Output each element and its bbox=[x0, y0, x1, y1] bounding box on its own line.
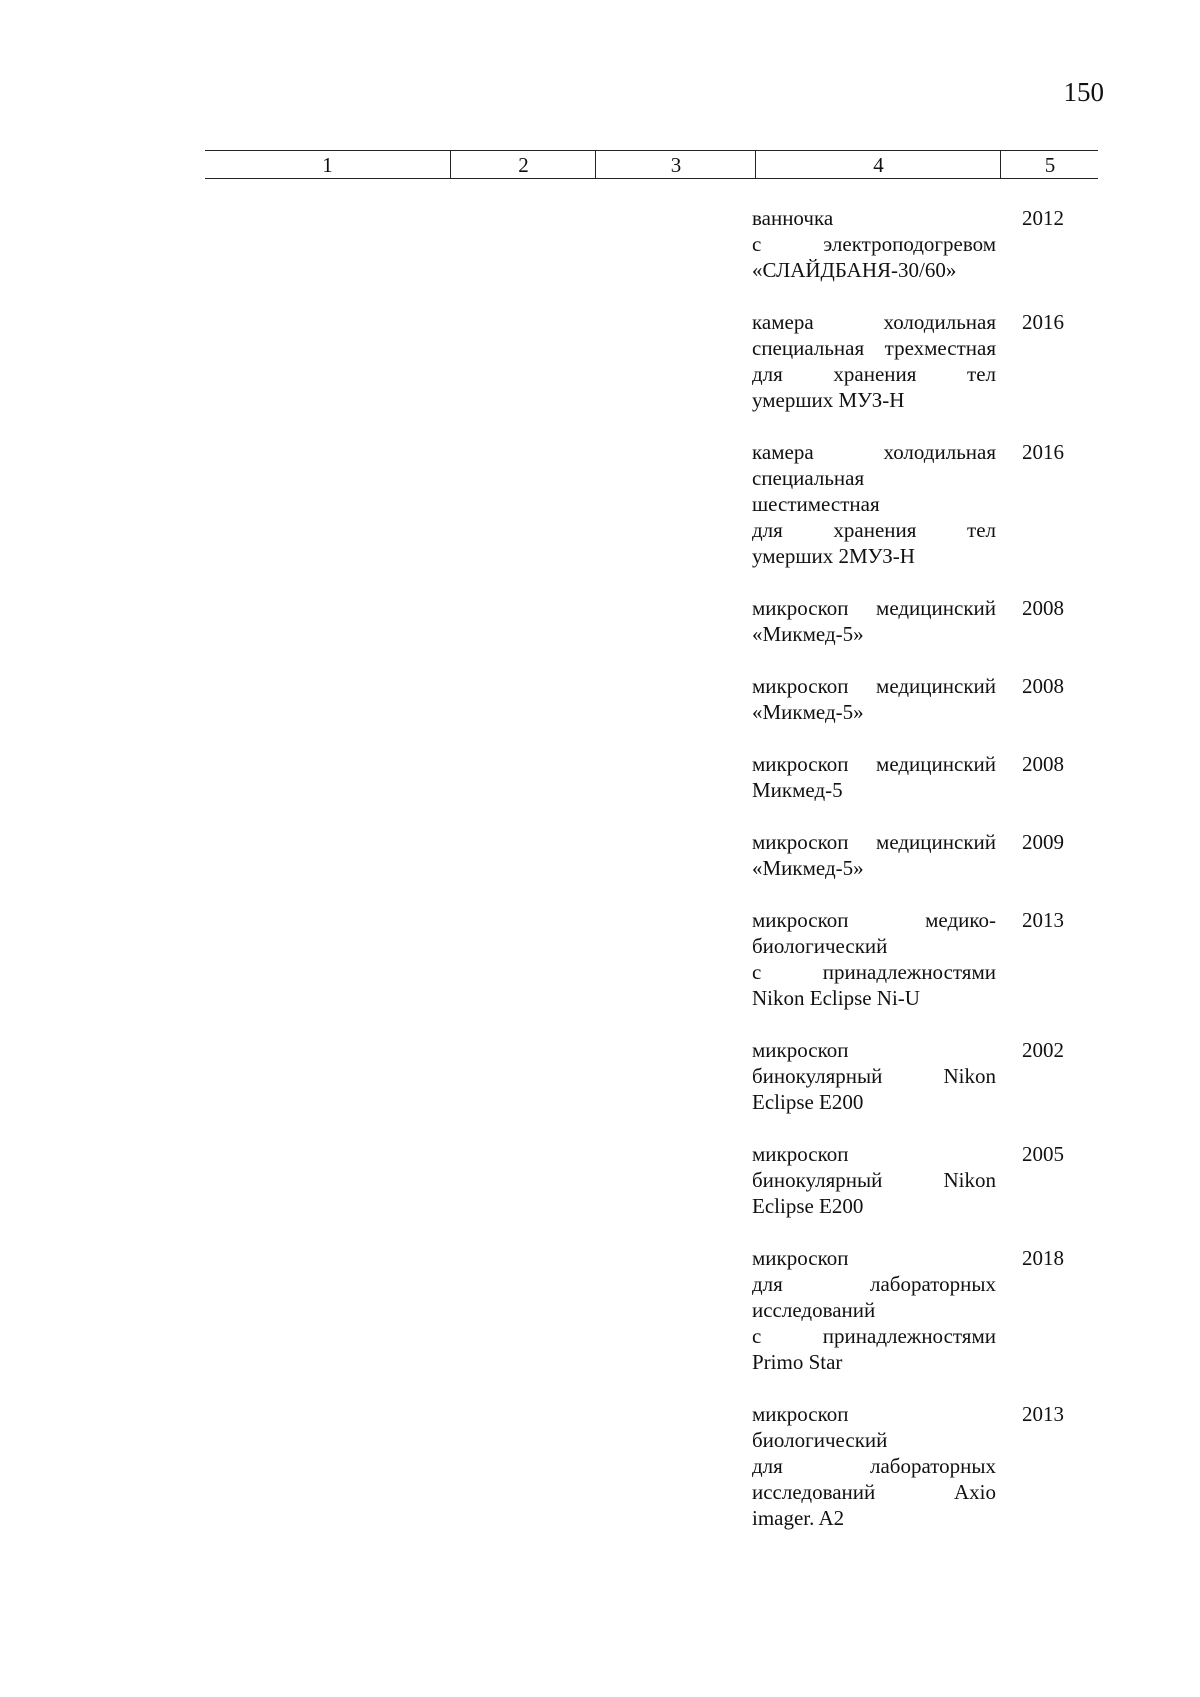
equipment-year: 2008 bbox=[1022, 674, 1064, 698]
description-line: камера холодильная bbox=[752, 310, 996, 334]
description-line: для хранения тел bbox=[752, 362, 996, 386]
table-row bbox=[752, 673, 1092, 725]
equipment-description bbox=[752, 205, 996, 283]
description-line: микроскоп bbox=[752, 1246, 849, 1270]
description-line: для хранения тел bbox=[752, 518, 996, 542]
column-header-2: 2 bbox=[450, 151, 596, 178]
equipment-year: 2013 bbox=[1022, 908, 1064, 932]
equipment-description bbox=[752, 309, 996, 413]
description-line: микроскоп bbox=[752, 1402, 849, 1426]
equipment-year: 2009 bbox=[1022, 830, 1064, 854]
equipment-year: 2008 bbox=[1022, 596, 1064, 620]
equipment-description bbox=[752, 751, 996, 803]
description-line: микроскоп bbox=[752, 1038, 849, 1062]
description-line: микроскоп медицинский bbox=[752, 674, 996, 698]
description-line: умерших МУЗ-Н bbox=[752, 388, 905, 412]
description-line: бинокулярный Nikon bbox=[752, 1168, 996, 1192]
table-row bbox=[752, 309, 1092, 413]
table-row bbox=[752, 1141, 1092, 1219]
table-row bbox=[752, 1037, 1092, 1115]
equipment-description bbox=[752, 595, 996, 647]
equipment-year: 2016 bbox=[1022, 310, 1064, 334]
description-line: «Микмед-5» bbox=[752, 622, 864, 646]
description-line: биологический bbox=[752, 1428, 888, 1452]
equipment-description bbox=[752, 1037, 996, 1115]
description-line: для лабораторных bbox=[752, 1272, 996, 1296]
description-line: шестиместная bbox=[752, 492, 880, 516]
equipment-year: 2008 bbox=[1022, 752, 1064, 776]
equipment-year: 2005 bbox=[1022, 1142, 1064, 1166]
description-line: специальная трехместная bbox=[752, 336, 996, 360]
description-line: «СЛАЙДБАНЯ-30/60» bbox=[752, 258, 957, 282]
table-header bbox=[205, 150, 1098, 179]
table-row bbox=[752, 829, 1092, 881]
description-line: с электроподогревом bbox=[752, 232, 996, 256]
description-line: с принадлежностями bbox=[752, 1324, 996, 1348]
equipment-description bbox=[752, 1141, 996, 1219]
description-line: Primo Star bbox=[752, 1350, 843, 1374]
description-line: микроскоп медицинский bbox=[752, 596, 996, 620]
equipment-description bbox=[752, 439, 996, 569]
description-line: биологический bbox=[752, 934, 888, 958]
description-line: микроскоп медицинский bbox=[752, 752, 996, 776]
description-line: микроскоп медико- bbox=[752, 908, 996, 932]
equipment-year: 2002 bbox=[1022, 1038, 1064, 1062]
column-header-4: 4 bbox=[755, 151, 1001, 178]
table-row bbox=[752, 205, 1092, 283]
description-line: «Микмед-5» bbox=[752, 700, 864, 724]
column-header-5: 5 bbox=[1000, 151, 1099, 178]
description-line: Eclipse E200 bbox=[752, 1194, 864, 1218]
equipment-description bbox=[752, 829, 996, 881]
description-line: умерших 2МУЗ-Н bbox=[752, 544, 915, 568]
description-line: imager. A2 bbox=[752, 1506, 845, 1530]
description-line: специальная bbox=[752, 466, 865, 490]
equipment-year: 2013 bbox=[1022, 1402, 1064, 1426]
table-row bbox=[752, 439, 1092, 569]
column-header-1: 1 bbox=[322, 153, 333, 177]
description-line: для лабораторных bbox=[752, 1454, 996, 1478]
column-header-3: 3 bbox=[595, 151, 756, 178]
description-line: ванночка bbox=[752, 206, 834, 230]
description-line: «Микмед-5» bbox=[752, 856, 864, 880]
page-number: 150 bbox=[1063, 77, 1104, 107]
description-line: Nikon Eclipse Ni-U bbox=[752, 986, 920, 1010]
description-line: микроскоп bbox=[752, 1142, 849, 1166]
table-row bbox=[752, 595, 1092, 647]
table-row bbox=[752, 907, 1092, 1011]
equipment-description bbox=[752, 1401, 996, 1531]
description-line: с принадлежностями bbox=[752, 960, 996, 984]
description-line: Eclipse E200 bbox=[752, 1090, 864, 1114]
description-line: камера холодильная bbox=[752, 440, 996, 464]
description-line: микроскоп медицинский bbox=[752, 830, 996, 854]
equipment-description bbox=[752, 673, 996, 725]
equipment-year: 2018 bbox=[1022, 1246, 1064, 1270]
equipment-year: 2012 bbox=[1022, 206, 1064, 230]
table-row bbox=[752, 751, 1092, 803]
description-line: исследований Axio bbox=[752, 1480, 996, 1504]
description-line: бинокулярный Nikon bbox=[752, 1064, 996, 1088]
equipment-year: 2016 bbox=[1022, 440, 1064, 464]
table-row bbox=[752, 1245, 1092, 1375]
equipment-description bbox=[752, 907, 996, 1011]
table-row bbox=[752, 1401, 1092, 1531]
equipment-list bbox=[752, 205, 1092, 1557]
equipment-description bbox=[752, 1245, 996, 1375]
description-line: исследований bbox=[752, 1298, 876, 1322]
description-line: Микмед-5 bbox=[752, 778, 843, 802]
